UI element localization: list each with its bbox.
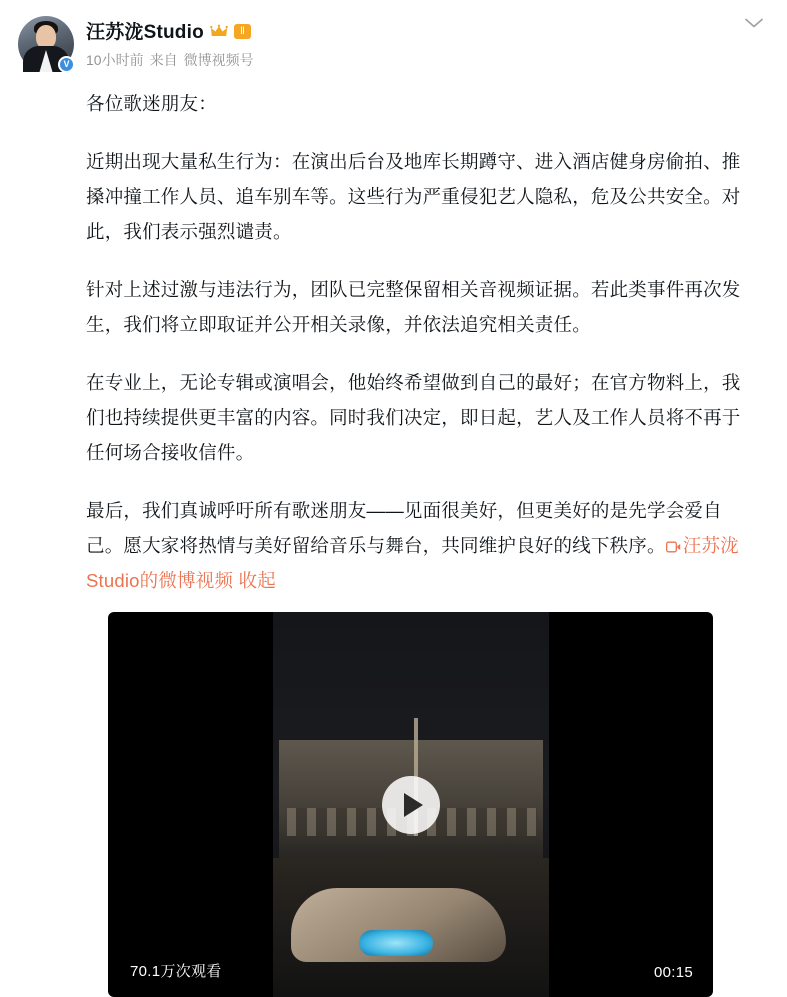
post-header xyxy=(18,14,769,72)
video-view-count: 70.1万次观看 xyxy=(130,963,222,980)
verified-badge-icon: V xyxy=(58,56,75,73)
video-icon xyxy=(666,529,681,541)
post-meta xyxy=(86,50,254,70)
post-source-prefix: 来自 xyxy=(149,52,178,68)
author-name[interactable]: 汪苏泷Studio xyxy=(86,22,204,43)
author-info xyxy=(86,14,254,70)
post-content xyxy=(18,86,769,598)
member-level-badge: Ⅱ xyxy=(234,24,251,39)
post-paragraph-text: 最后，我们真诚呼吁所有歌迷朋友——见面很美好，但更美好的是先学会爱自己。愿大家将热情与美好留给音乐与舞台，共同维护良好的线下秩序。 xyxy=(86,500,722,556)
play-triangle xyxy=(404,793,423,817)
video-card[interactable] xyxy=(108,612,713,997)
collapse-text-button[interactable]: 收起 xyxy=(238,570,276,591)
post-paragraph: 近期出现大量私生行为：在演出后台及地库长期蹲守、进入酒店健身房偷拍、推搡冲撞工作人员、追车别车等。这些行为严重侵犯艺人隐私，危及公共安全。对此，我们表示强烈谴责。 xyxy=(86,151,741,242)
play-icon[interactable] xyxy=(382,776,440,834)
video-scene-car-light xyxy=(359,930,433,956)
video-link[interactable]: 汪苏泷Studio的微博视频 xyxy=(86,535,739,591)
post-time: 10小时前 xyxy=(86,52,144,68)
post-paragraph: 各位歌迷朋友： xyxy=(86,93,217,114)
chevron-down-icon[interactable] xyxy=(745,18,763,28)
video-duration: 00:15 xyxy=(653,964,693,981)
post-paragraph: 在专业上，无论专辑或演唱会，他始终希望做到自己的最好；在官方物料上，我们也持续提供更丰富的内容。同时我们决定，即日起，艺人及工作人员将不再于任何场合接收信件。 xyxy=(86,372,741,463)
avatar[interactable] xyxy=(18,16,74,72)
post-paragraph: 针对上述过激与违法行为，团队已完整保留相关音视频证据。若此类事件再次发生，我们将立即取证并公开相关录像，并依法追究相关责任。 xyxy=(86,279,741,335)
post-source[interactable]: 微博视频号 xyxy=(183,52,254,68)
post-paragraph-last xyxy=(86,493,759,598)
author-name-row xyxy=(86,17,254,44)
crown-icon xyxy=(210,24,228,39)
